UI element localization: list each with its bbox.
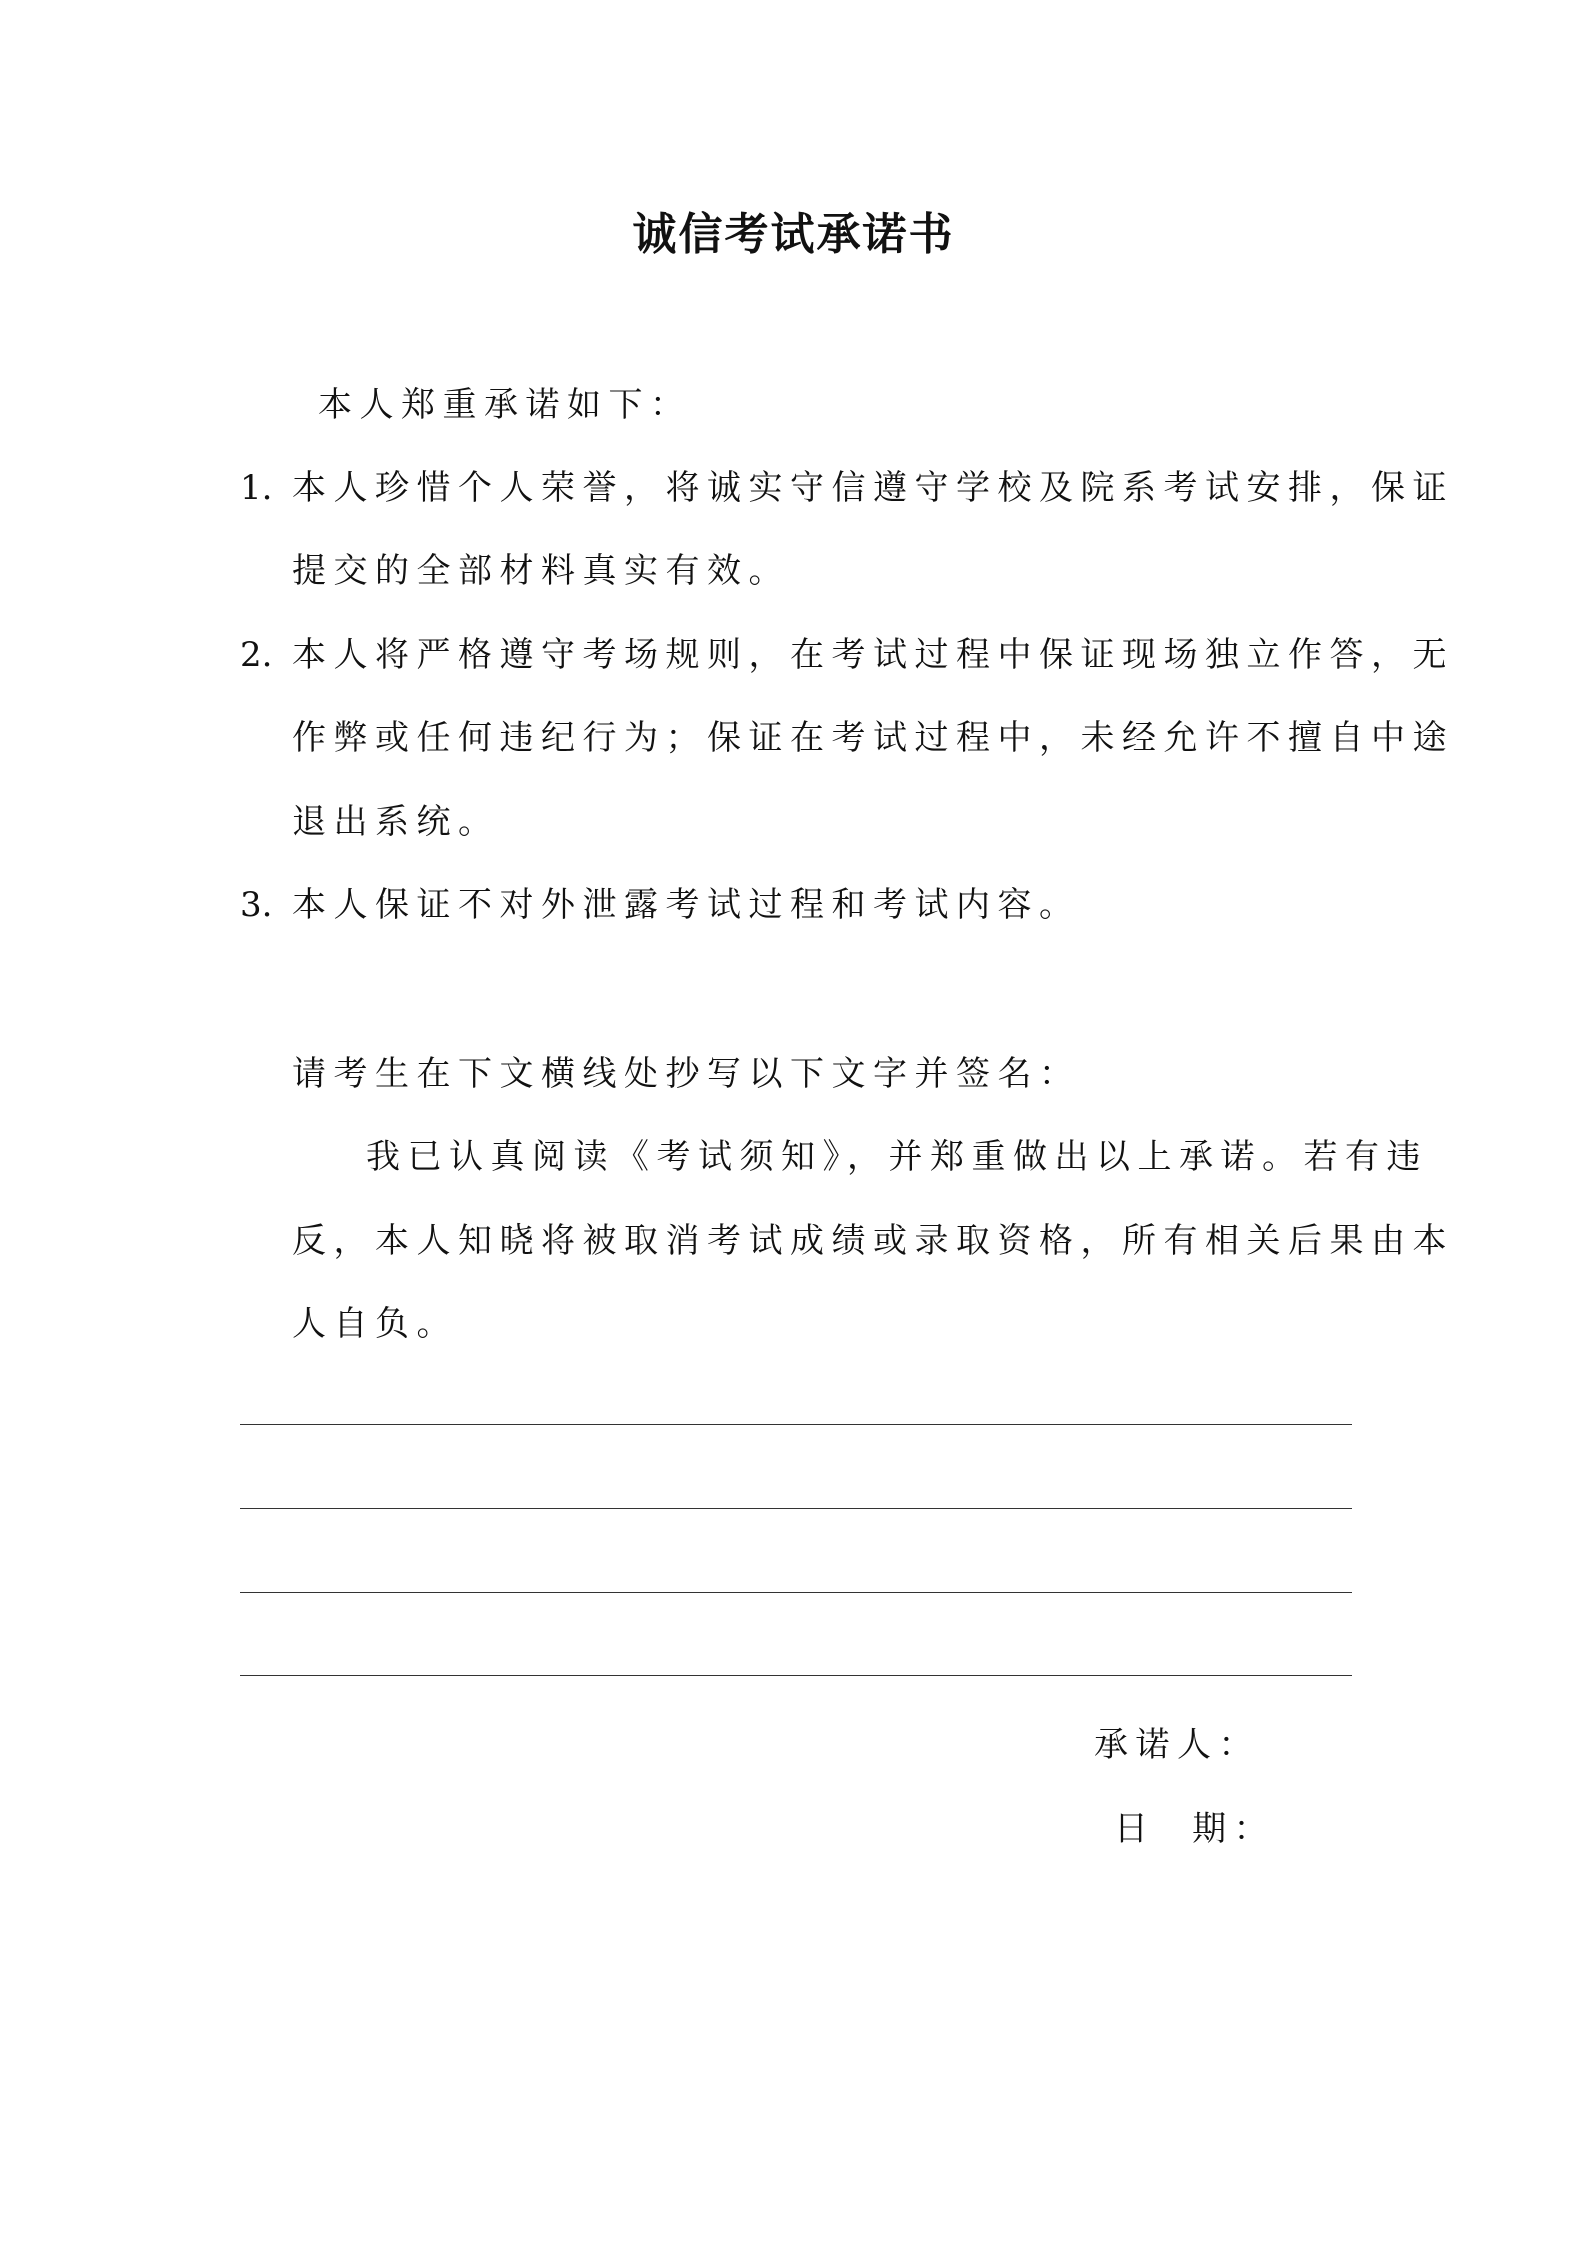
item-1-line-1: 本人珍惜个人荣誉，将诚实守信遵守学校及院系考试安排，保证 [292, 468, 1454, 508]
handwriting-line[interactable] [240, 1424, 1352, 1425]
item-1-line-2: 提交的全部材料真实有效。 [292, 551, 790, 591]
handwriting-line[interactable] [240, 1508, 1352, 1509]
pledge-line-1: 我已认真阅读《考试须知》，并郑重做出以上承诺。若有违 [366, 1137, 1428, 1177]
document-title: 诚信考试承诺书 [632, 209, 955, 260]
item-number-3: 3. [240, 885, 273, 925]
intro-text: 本人郑重承诺如下： [318, 385, 692, 425]
item-number-2: 2. [240, 635, 273, 675]
item-2-line-1: 本人将严格遵守考场规则，在考试过程中保证现场独立作答，无 [292, 635, 1454, 675]
item-3-line-1: 本人保证不对外泄露考试过程和考试内容。 [292, 885, 1081, 925]
handwriting-line[interactable] [240, 1592, 1352, 1593]
item-2-line-3: 退出系统。 [292, 802, 500, 842]
promisor-label: 承诺人： [1094, 1725, 1260, 1765]
pledge-line-2: 反，本人知晓将被取消考试成绩或录取资格，所有相关后果由本 [292, 1221, 1454, 1261]
copy-instruction: 请考生在下文横线处抄写以下文字并签名： [292, 1054, 1081, 1094]
item-2-line-2: 作弊或任何违纪行为；保证在考试过程中，未经允许不擅自中途 [292, 718, 1454, 758]
date-label: 日 期： [1114, 1809, 1276, 1849]
pledge-line-3: 人自负。 [292, 1304, 458, 1344]
handwriting-line[interactable] [240, 1675, 1352, 1676]
item-number-1: 1. [240, 468, 273, 508]
